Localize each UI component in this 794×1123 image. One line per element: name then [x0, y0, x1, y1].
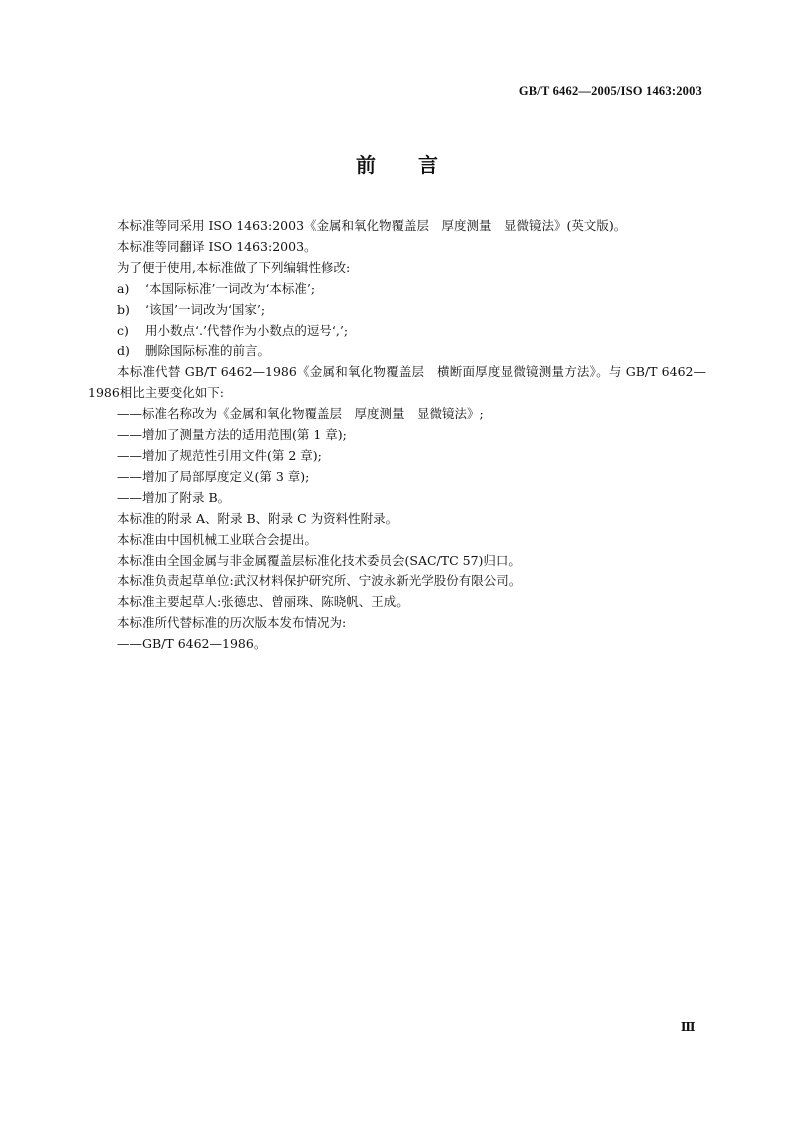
list-item-change: ——增加了规范性引用文件(第 2 章); [117, 447, 322, 463]
list-item-change: ——标准名称改为《金属和氧化物覆盖层 厚度测量 显微镜法》; [117, 406, 484, 422]
list-item-change: ——增加了局部厚度定义(第 3 章); [117, 468, 310, 484]
paragraph-proposed-by: 本标准由中国机械工业联合会提出。 [117, 531, 318, 547]
page-title: 前言 [356, 153, 480, 177]
foreword-body [88, 216, 706, 655]
paragraph-annexes: 本标准的附录 A、附录 B、附录 C 为资料性附录。 [117, 510, 399, 526]
standard-code: GB/T 6462—2005/ISO 1463:2003 [518, 84, 702, 98]
paragraph-history-intro: 本标准所代替标准的历次版本发布情况为: [117, 615, 347, 631]
paragraph-edits-intro: 为了便于使用,本标准做了下列编辑性修改: [117, 259, 351, 275]
list-item-edit-a [88, 279, 706, 300]
list-item-label: b) [117, 301, 130, 317]
list-item-label: d) [117, 343, 130, 359]
paragraph-drafters: 本标准主要起草人:张德忠、曾丽珠、陈晓帆、王成。 [117, 594, 409, 610]
paragraph-adoption: 本标准等同采用 ISO 1463:2003《金属和氧化物覆盖层 厚度测量 显微镜法》(英文版)。 [117, 218, 627, 233]
list-item-text: 用小数点‘.’代替作为小数点的逗号‘,’; [145, 322, 349, 338]
list-item-change: ——增加了测量方法的适用范围(第 1 章); [117, 427, 347, 443]
paragraph-drafting-units: 本标准负责起草单位:武汉材料保护研究所、宁波永新光学股份有限公司。 [117, 573, 522, 589]
list-item-history: ——GB/T 6462—1986。 [117, 636, 267, 652]
list-item-edit-b [88, 300, 706, 321]
list-item-edit-c [88, 321, 706, 342]
paragraph-translation: 本标准等同翻译 ISO 1463:2003。 [117, 238, 317, 254]
list-item-text: ‘该国’一词改为‘国家’; [145, 301, 266, 317]
paragraph-committee: 本标准由全国金属与非金属覆盖层标准化技术委员会(SAC/TC 57)归口。 [117, 552, 521, 568]
paragraph-replaces: 本标准代替 GB/T 6462—1986《金属和氧化物覆盖层 横断面厚度显微镜测量方法》。与 GB/T 6462—1986相比主要变化如下: [88, 364, 706, 401]
list-item-label: c) [117, 322, 129, 338]
page-number: Ⅲ [680, 1020, 696, 1034]
list-item-label: a) [117, 280, 130, 296]
list-item-change: ——增加了附录 B。 [117, 489, 231, 505]
list-item-edit-d [88, 341, 706, 362]
list-item-text: 删除国际标准的前言。 [145, 343, 271, 359]
list-item-text: ‘本国际标准’一词改为‘本标准’; [145, 280, 316, 296]
